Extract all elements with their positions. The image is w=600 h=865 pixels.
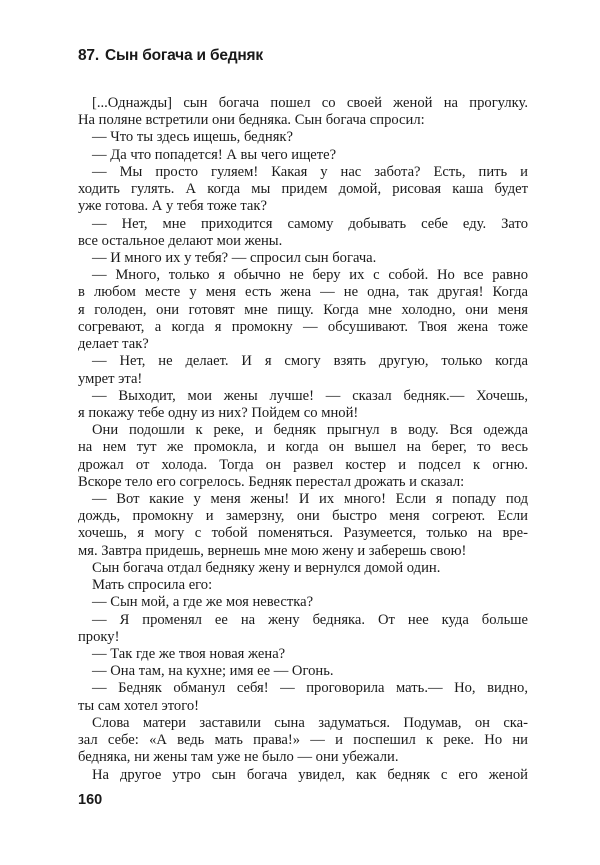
text-line: Мать спросила его: (92, 577, 213, 594)
chapter-number: 87. (78, 47, 99, 64)
paragraph (78, 646, 528, 663)
text-line: дождь, промокну и замерзну, они быстро меня согреют. Если (78, 508, 528, 525)
text-line: — Так где же твоя новая жена? (92, 646, 286, 662)
text-line: — Много, только я обычно не беру их с собой. Но все равно (92, 267, 528, 284)
paragraph (78, 147, 528, 164)
paragraph (78, 560, 528, 577)
text-line: ты сам хотел этого! (78, 697, 200, 714)
paragraph (78, 577, 528, 594)
paragraph (78, 388, 528, 422)
text-line: — Я променял ее на жену бедняка. От нее куда больше (92, 611, 528, 628)
text-line: уже готова. А у тебя тоже так? (78, 198, 267, 215)
paragraph (78, 715, 528, 767)
paragraph (78, 680, 528, 714)
paragraph (78, 267, 528, 353)
text-line: — Сын мой, а где же моя невестка? (92, 594, 314, 611)
text-line: — Выходит, мои жены лучше! — сказал бедняк.— Хочешь, (92, 387, 528, 404)
text-line: — Да что попадется! А вы чего ищете? (92, 146, 337, 163)
text-line: — Мы просто гуляем! Какая у нас забота? Есть, пить и (92, 163, 528, 180)
paragraph (78, 767, 528, 784)
text-line: — Она там, на кухне; имя ее — Огонь. (92, 663, 334, 680)
paragraph (78, 216, 528, 250)
text-line: я покажу тебе одну из них? Пойдем со мной! (78, 404, 359, 421)
paragraph (78, 250, 528, 267)
text-line: На другое утро сын богача увидел, как бедняк с его женой (92, 766, 528, 783)
text-line: Слова матери заставили сына задуматься. Подумав, он ска- (92, 714, 528, 731)
text-line: все остальное делают мои жены. (78, 232, 283, 249)
text-line: [...Однажды] сын богача пошел со своей женой на прогулку. (92, 95, 528, 111)
paragraph (78, 612, 528, 646)
text-line: дрожал от холода. Тогда он развел костер и подсел к огню. (78, 456, 528, 473)
text-line: умрет эта! (78, 370, 143, 387)
text-line: согревают, а когда я промокну — обсушивают. Твоя жена тоже (78, 318, 528, 335)
text-line: Вскоре тело его согрелось. Бедняк перестал дрожать и сказал: (78, 473, 465, 490)
text-line: — Вот какие у меня жены! И их много! Если я попаду под (92, 491, 528, 508)
text-line: Сын богача отдал бедняку жену и вернулся домой один. (92, 559, 441, 576)
paragraph (78, 422, 528, 491)
text-line: на нем тут же промокла, и когда он вышел на берег, то весь (78, 439, 528, 456)
text-line: На поляне встретили они бедняка. Сын богача спросил: (78, 112, 425, 129)
text-line: проку! (78, 628, 120, 645)
paragraph (78, 594, 528, 611)
chapter-title: Сын богача и бедняк (104, 47, 263, 64)
paragraph (78, 95, 528, 129)
text-line: — Нет, мне приходится самому добывать себе еду. Зато (92, 215, 528, 232)
paragraph (78, 129, 528, 146)
text-line: зал себе: «А ведь мать права!» — и поспешил к реке. Но ни (78, 732, 528, 749)
text-line: хочешь, я могу с тобой поменяться. Разумеется, только на вре- (78, 525, 528, 542)
text-line: ходить гулять. А когда мы придем домой, рисовая каша будет (78, 181, 528, 198)
text-line: бедняка, ни жены там уже не было — они убежали. (78, 749, 399, 766)
paragraph (78, 164, 528, 216)
text-line: — Бедняк обманул себя! — проговорила мать.— Но, видно, (92, 680, 528, 697)
paragraph (78, 491, 528, 560)
text-line: я голоден, они готовят мне пищу. Когда мне холодно, они меня (78, 301, 528, 318)
text-line: делает так? (78, 336, 149, 353)
page-number: 160 (78, 792, 103, 808)
text-line: мя. Завтра придешь, вернешь мне мою жену и заберешь свою! (78, 542, 467, 559)
chapter-heading (78, 47, 263, 65)
paragraph (78, 663, 528, 680)
paragraph (78, 353, 528, 387)
text-line: — Что ты здесь ищешь, бедняк? (92, 129, 293, 146)
story-text (78, 95, 528, 784)
text-line: — И много их у тебя? — спросил сын богача. (92, 249, 377, 266)
text-line: — Нет, не делает. И я смогу взять другую, только когда (92, 353, 528, 370)
text-line: в любом месте у меня есть жена — не одна, так другая! Когда (78, 284, 528, 301)
text-line: Они подошли к реке, и бедняк прыгнул в воду. Вся одежда (92, 422, 528, 439)
